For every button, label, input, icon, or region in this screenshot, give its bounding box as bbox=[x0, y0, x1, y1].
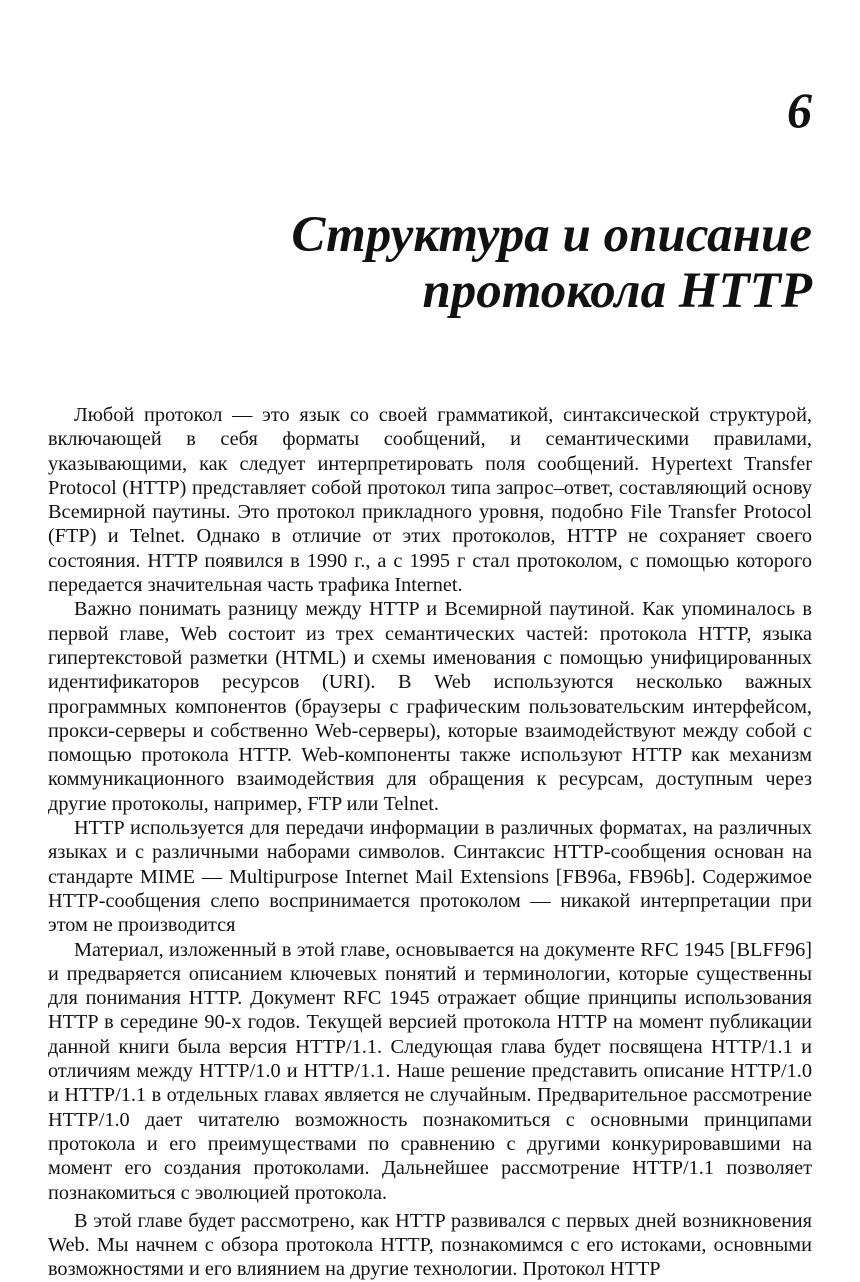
chapter-title-line-2: протокола HTTP bbox=[422, 263, 812, 319]
chapter-title-line-1: Структура и описание bbox=[291, 207, 812, 263]
paragraph: В этой главе будет рассмотрено, как HTTP развивался с первых дней возникновения Web. Мы начнем с обзора протокола HTTP, познакомимся с его истоками, основными возможностями и его влиянием на другие технологии. Протокол HTTP bbox=[48, 1209, 812, 1281]
paragraph: Важно понимать разницу между HTTP и Всемирной паутиной. Как упоминалось в первой главе, Web состоит из трех семантических частей: протокола HTTP, языка гипертекстовой разметки (HTML) и схемы именования с помощью унифицированных идентификаторов ресурсов (URI). В Web используются несколько важных программных компонентов (браузеры с графическим пользовательским интерфейсом, прокси-серверы и собственно Web-серверы), которые взаимодействуют между собой с помощью протокола HTTP. Web-компоненты также используют HTTP как механизм коммуникационного взаимодействия для обращения к ресурсам, доступным через другие протоколы, например, FTP или Telnet. bbox=[48, 598, 812, 815]
paragraph: Любой протокол — это язык со своей грамматикой, синтаксической структурой, включающей в себя форматы сообщений, и семантическими правилами, указывающими, как следует интерпретировать поля сообщений. Hypertext Transfer Protocol (HTTP) представляет собой протокол типа запрос–ответ, составляющий основу Всемирной паутины. Это протокол прикладного уровня, подобно File Transfer Protocol (FTP) и Telnet. Однако в отличие от этих протоколов, HTTP не сохраняет своего состояния. HTTP появился в 1990 г., а с 1995 г стал протоколом, с помощью которого передается значительная часть трафика Internet. bbox=[48, 404, 812, 597]
chapter-number: 6 bbox=[787, 82, 812, 138]
paragraph: HTTP используется для передачи информации в различных форматах, на различных языках и с различными наборами символов. Синтаксис HTTP-сообщения основан на стандарте MIME — Multipurpose Internet Mail Extensions [FB96a, FB96b]. Содержимое HTTP-сообщения слепо воспринимается протоколом — никакой интерпретации при этом не производится bbox=[48, 817, 812, 937]
chapter-body-text bbox=[48, 403, 812, 1282]
chapter-title bbox=[92, 207, 812, 319]
paragraph: Материал, изложенный в этой главе, основывается на документе RFC 1945 [BLFF96] и предваряется описанием ключевых понятий и терминологии, которые существенны для понимания HTTP. Документ RFC 1945 отражает общие принципы использования HTTP в середине 90-х годов. Текущей версией протокола HTTP на момент публикации данной книги была версия HTTP/1.1. Следующая глава будет посвящена HTTP/1.1 и отличиям между HTTP/1.0 и HTTP/1.1. Наше решение представить описание HTTP/1.0 и HTTP/1.1 в отдельных главах является не случайным. Предварительное рассмотрение HTTP/1.0 дает читателю возможность познакомиться с основными принципами протокола и его преимуществами по сравнению с другими конкурировавшими на момент его создания протоколами. Дальнейшее рассмотрение HTTP/1.1 позволяет познакомиться с эволюцией протокола. bbox=[48, 938, 812, 1204]
